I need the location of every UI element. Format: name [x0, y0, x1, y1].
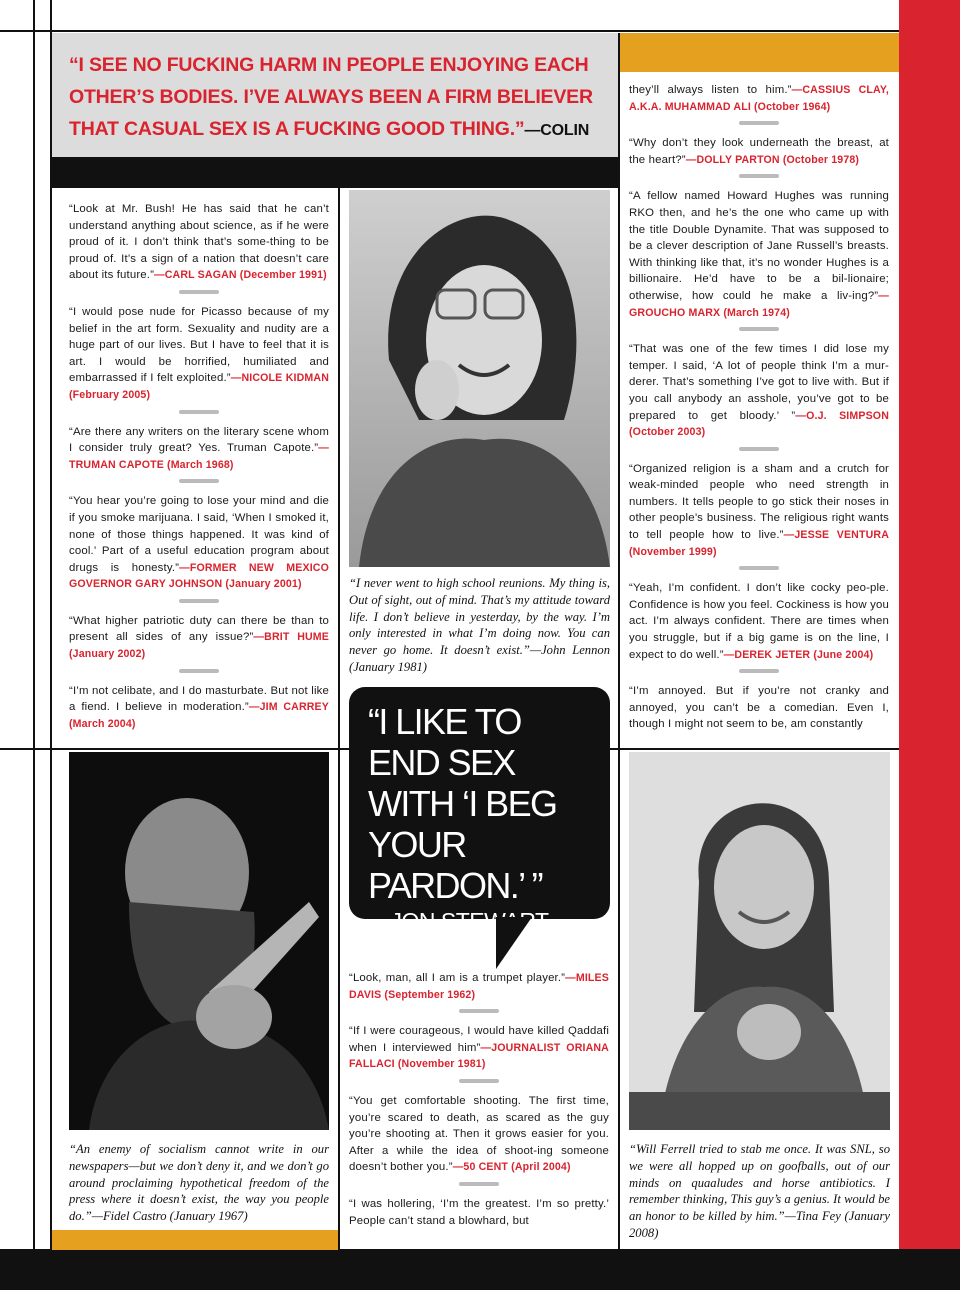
orange-bottom-strip — [52, 1230, 338, 1250]
separator — [739, 327, 779, 331]
quote-item: they’ll always listen to him.”—CASSIUS CLAY, A.K.A. MUHAMMAD ALI (October 1964) — [629, 84, 889, 113]
quote-item: “Yeah, I’m confident. I don’t like cocky peo-ple. Confidence is how you feel. Cockiness is how you act. I’m always confident. There are times when you struggle, but if a big game is on the line, I expect to do well.”—DEREK JETER (June 2004) — [629, 582, 889, 661]
quote-item: “I’m annoyed. But if you’re not cranky and annoyed, you can’t be a comedian. Even I, though I might not seem to be, am constantly — [629, 685, 889, 731]
quote-item: “You hear you’re going to lose your mind and die if you smoke marijuana. I said, ‘When I smoked it, none of those things happened. It was kind of cool.’ Part of a useful education program about drugs is honesty.”—FORMER NEW MEXICO GOVERNOR GARY JOHNSON (January 2001) — [69, 495, 329, 591]
separator — [739, 447, 779, 451]
separator — [179, 669, 219, 673]
separator — [739, 174, 779, 178]
separator — [179, 599, 219, 603]
separator — [739, 121, 779, 125]
quote-item: “If I were courageous, I would have killed Qaddafi when I interviewed him”—JOURNALIST ORIANA FALLACI (November 1981) — [349, 1025, 609, 1071]
pull-quote-bubble — [349, 687, 610, 950]
john-lennon-photo — [349, 190, 610, 567]
separator — [459, 1009, 499, 1013]
separator — [179, 479, 219, 483]
quote-item: “I would pose nude for Picasso because of my belief in the art form. Sexuality and nudity are a huge part of our lives. But I have to feel that it is art. I would be horrified, humiliated and embarrassed if I felt exploited.”—NICOLE KIDMAN (February 2005) — [69, 305, 330, 401]
tina-fey-photo — [629, 752, 890, 1130]
frame-line-left — [33, 0, 35, 1250]
frame-line-col1 — [338, 188, 340, 1250]
quote-item: “I’m not celibate, and I do masturbate. But not like a fiend. I believe in moderation.”—JIM CARREY (March 2004) — [69, 684, 329, 730]
separator — [179, 410, 219, 414]
quote-item: “That was one of the few times I did lose my temper. I said, ‘A lot of people think I’m a mur-derer. That’s something I’ve got to live with. But if you call anybody an asshole, you’ve got to be prepared to get bloody.’ ”—O.J. SIMPSON (October 2003) — [629, 343, 889, 439]
bottom-bar — [0, 1249, 960, 1290]
lead-quote-text: “I SEE NO FUCKING HARM IN PEOPLE ENJOYING EACH OTHER’S BODIES. I’VE ALWAYS BEEN A FIRM BELIEVER THAT CASUAL SEX IS A FUCKING GOOD THING.” — [69, 54, 593, 140]
separator — [739, 669, 779, 673]
lead-quote-attribution: —COLIN — [524, 122, 590, 139]
frame-line-col2 — [618, 33, 620, 1250]
quote-item: “Why don’t they look underneath the breast, at the heart?”—DOLLY PARTON (October 1978) — [629, 137, 889, 166]
fidel-castro-photo — [69, 752, 329, 1130]
center-quote-column — [349, 970, 609, 1235]
quote-item: “You get comfortable shooting. The first time, you’re scared to death, as scared as the guy you’re shooting at. Then it grows easier for you. After a while the idea of shoot-ing someone doesn’t bother you.”—50 CENT (April 2004) — [349, 1094, 609, 1174]
separator — [739, 566, 779, 570]
orange-strip — [620, 33, 899, 72]
pull-quote-date: (March 2000) — [368, 935, 446, 950]
bubble-tail — [496, 917, 532, 969]
quote-item: “I was hollering, ‘I’m the greatest. I’m so pretty.’ People can’t stand a blowhard, but — [349, 1197, 609, 1227]
separator — [459, 1079, 499, 1083]
separator — [179, 290, 219, 294]
quote-item: “What higher patriotic duty can there be than to present all sides of any issue?”—BRIT HUME (January 2002) — [69, 614, 329, 661]
separator — [459, 1182, 499, 1186]
pull-quote-text: “I LIKE TO END SEX WITH ‘I BEG YOUR PARDON.’ ” — [368, 701, 557, 906]
quote-item: “A fellow named Howard Hughes was running RKO then, and he’s the one who came up with the title Double Dynamite. That was supposed to be a clever description of Jane Russell’s breasts. With thinking like that, it’s no wonder Hughes is a billionaire. He’d have to be a bil-lionaire; otherwise, how could he make a liv-ing?”—GROUCHO MARX (March 1974) — [629, 190, 889, 319]
quote-item: “Look, man, all I am is a trumpet player.”—MILES DAVIS (September 1962) — [349, 972, 609, 1001]
red-side-bar — [899, 0, 960, 1250]
tina-fey-caption: “Will Ferrell tried to stab me once. It was SNL, so we were all hopped up on goofballs, out of our minds on quaaludes and horse antibiotics. I remember thinking, This guy’s a genius. It would be an honor to be killed by him.”—Tina Fey (January 2008) — [629, 1142, 890, 1240]
quote-item: “Look at Mr. Bush! He has said that he can’t understand anything about science, as if he were proud of it. I don’t think that’s some-thing to be proud of. It’s a sign of a nation that doesn’t care about its future.”—CARL SAGAN (December 1991) — [69, 203, 329, 282]
quote-item: “Are there any writers on the literary scene whom I consider truly great? Yes. Truman Capote.”—TRUMAN CAPOTE (March 1968) — [69, 425, 329, 471]
frame-line-top — [0, 30, 899, 32]
fidel-castro-caption: “An enemy of socialism cannot write in our newspapers—but we don’t deny it, and we don’t go around proclaiming hypothetical freedom of the press where it doesn’t exist, the way you people do.”—Fidel Castro (January 1967) — [69, 1142, 329, 1224]
john-lennon-caption: “I never went to high school reunions. My thing is, Out of sight, out of mind. That’s my attitude toward life. I don’t believe in yesterday, by the way. I’m only interested in what I’m doing now. You can never go home. It doesn’t exist.”—John Lennon (January 1981) — [349, 576, 610, 674]
quote-item: “Organized religion is a sham and a crutch for weak-minded people who need strength in numbers. It tells people to go stick their noses in other people’s business. The religious right wants to tell people how to live.”—JESSE VENTURA (November 1999) — [629, 462, 889, 558]
left-quote-column — [69, 201, 329, 738]
right-quote-column — [629, 82, 889, 739]
lead-quote-panel — [52, 33, 618, 157]
pull-quote-attribution: —JON STEWART — [368, 908, 549, 934]
black-strip — [52, 157, 618, 188]
